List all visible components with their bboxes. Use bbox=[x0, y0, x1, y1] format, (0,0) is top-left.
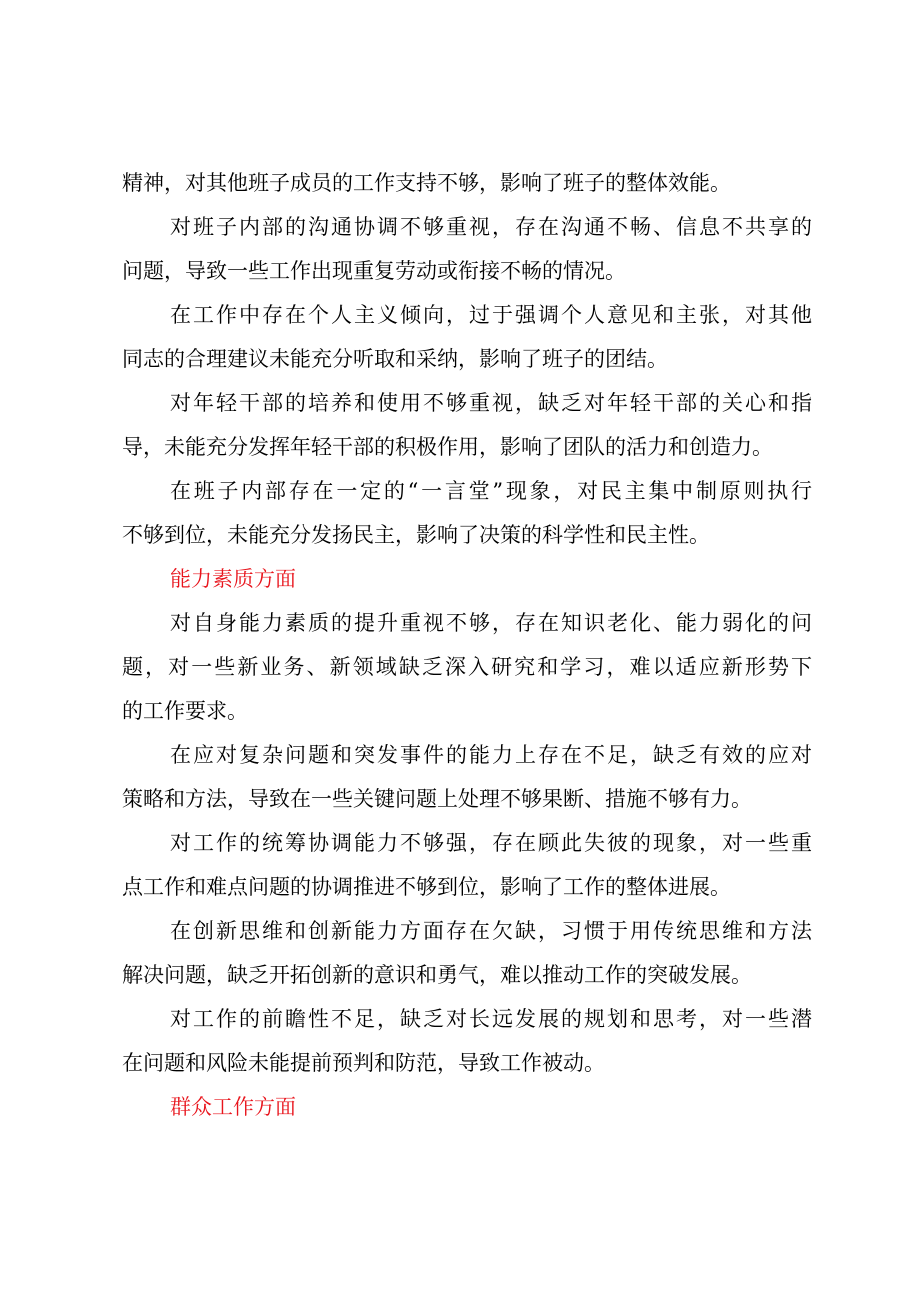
paragraph bbox=[122, 733, 812, 821]
paragraph bbox=[122, 821, 812, 909]
paragraph bbox=[122, 469, 812, 557]
document-page bbox=[122, 161, 812, 1129]
paragraph-line: 同志的合理建议未能充分听取和采纳，影响了班子的团结。 bbox=[122, 347, 668, 371]
paragraph-line: 解决问题，缺乏开拓创新的意识和勇气，难以推动工作的突破发展。 bbox=[122, 963, 752, 987]
paragraph-line: 对自身能力素质的提升重视不够，存在知识老化、能力弱化的问 bbox=[170, 611, 812, 635]
paragraph bbox=[122, 601, 812, 733]
paragraph-line: 对工作的统筹协调能力不够强，存在顾此失彼的现象，对一些重 bbox=[170, 831, 812, 855]
paragraph bbox=[122, 161, 812, 205]
section-heading: 群众工作方面 bbox=[170, 1095, 296, 1119]
paragraph-line: 导，未能充分发挥年轻干部的积极作用，影响了团队的活力和创造力。 bbox=[122, 435, 773, 459]
paragraph-line: 策略和方法，导致在一些关键问题上处理不够果断、措施不够有力。 bbox=[122, 787, 752, 811]
paragraph-line: 在应对复杂问题和突发事件的能力上存在不足，缺乏有效的应对 bbox=[170, 743, 812, 767]
paragraph-line: 问题，导致一些工作出现重复劳动或衔接不畅的情况。 bbox=[122, 259, 626, 283]
paragraph bbox=[122, 997, 812, 1085]
paragraph bbox=[122, 293, 812, 381]
paragraph bbox=[122, 909, 812, 997]
paragraph-line: 的工作要求。 bbox=[122, 699, 248, 723]
paragraph-line: 对年轻干部的培养和使用不够重视，缺乏对年轻干部的关心和指 bbox=[170, 391, 812, 415]
paragraph-line: 在班子内部存在一定的“一言堂”现象，对民主集中制原则执行 bbox=[170, 479, 812, 503]
paragraph-line: 在工作中存在个人主义倾向，过于强调个人意见和主张，对其他 bbox=[170, 303, 812, 327]
paragraph-line: 对工作的前瞻性不足，缺乏对长远发展的规划和思考，对一些潜 bbox=[170, 1007, 812, 1031]
paragraph-line: 点工作和难点问题的协调推进不够到位，影响了工作的整体进展。 bbox=[122, 875, 731, 899]
paragraph-line: 精神，对其他班子成员的工作支持不够，影响了班子的整体效能。 bbox=[122, 171, 731, 195]
paragraph-line: 在创新思维和创新能力方面存在欠缺，习惯于用传统思维和方法 bbox=[170, 919, 812, 943]
section-heading: 能力素质方面 bbox=[170, 567, 296, 591]
paragraph bbox=[122, 205, 812, 293]
paragraph-line: 在问题和风险未能提前预判和防范，导致工作被动。 bbox=[122, 1051, 605, 1075]
paragraph bbox=[122, 381, 812, 469]
paragraph-line: 对班子内部的沟通协调不够重视，存在沟通不畅、信息不共享的 bbox=[170, 215, 812, 239]
paragraph-line: 不够到位，未能充分发扬民主，影响了决策的科学性和民主性。 bbox=[122, 523, 710, 547]
paragraph-line: 题，对一些新业务、新领域缺乏深入研究和学习，难以适应新形势下 bbox=[122, 655, 812, 679]
